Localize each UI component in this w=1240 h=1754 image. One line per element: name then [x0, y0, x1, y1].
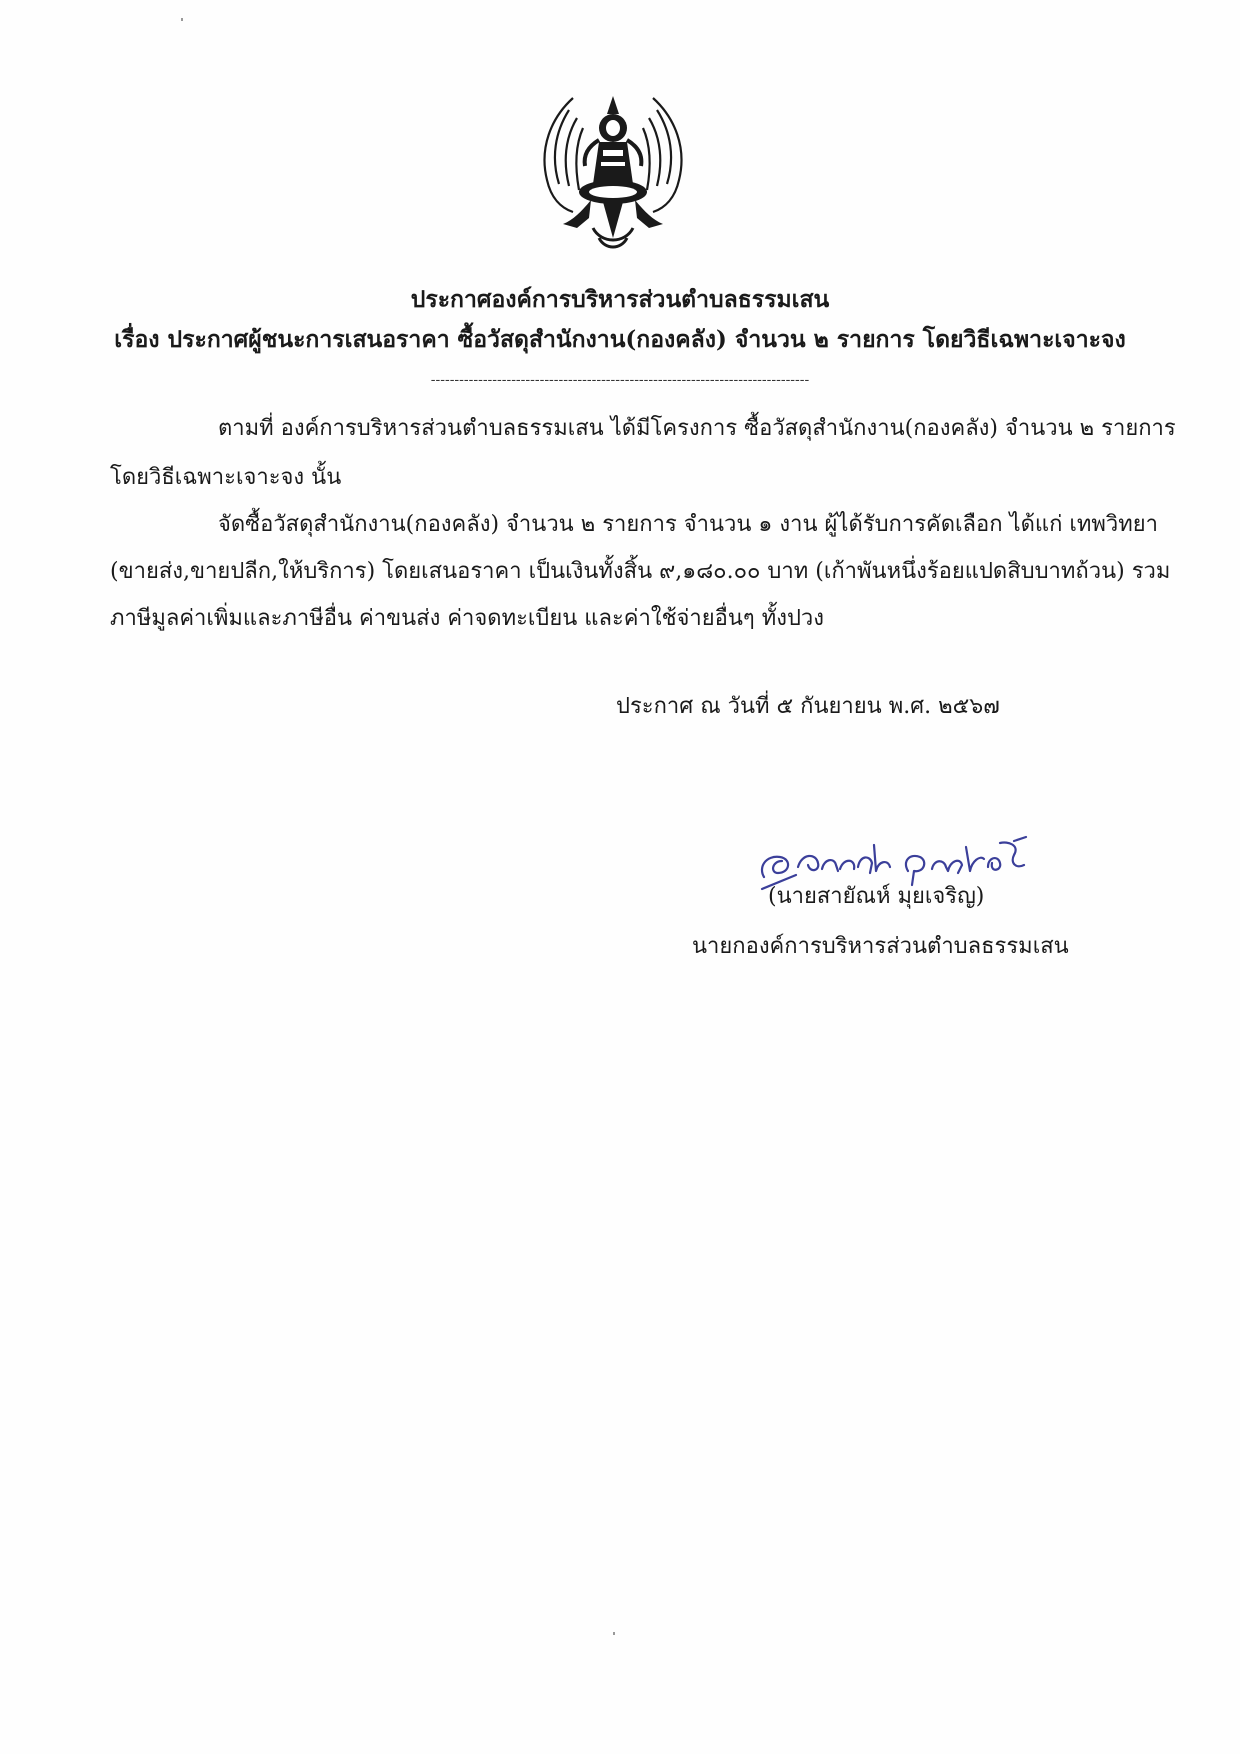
announce-date: ประกาศ ณ วันที่ ๕ กันยายน พ.ศ. ๒๕๖๗ — [616, 694, 1000, 719]
heading-separator: -------------------------------------------------------------------------------- — [430, 372, 810, 388]
paragraph1-line2: โดยวิธีเฉพาะเจาะจง นั้น — [110, 465, 342, 490]
paragraph1-line1: ตามที่ องค์การบริหารส่วนตำบลธรรมเสน ได้มีโครงการ ซื้อวัสดุสำนักงาน(กองคลัง) จำนวน ๒ รายการ — [218, 416, 1176, 441]
paragraph2-line3: ภาษีมูลค่าเพิ่มและภาษีอื่น ค่าขนส่ง ค่าจดทะเบียน และค่าใช้จ่ายอื่นๆ ทั้งปวง — [110, 606, 825, 631]
signatory-name: (นายสายัณห์ มุยเจริญ) — [768, 884, 985, 909]
signatory-position: นายกองค์การบริหารส่วนตำบลธรรมเสน — [692, 934, 1069, 959]
scan-speck — [613, 1632, 615, 1635]
document-heading-organization: ประกาศองค์การบริหารส่วนตำบลธรรมเสน — [410, 286, 830, 313]
garuda-emblem-icon — [533, 88, 693, 256]
paragraph2-line2: (ขายส่ง,ขายปลีก,ให้บริการ) โดยเสนอราคา เป็นเงินทั้งสิ้น ๙,๑๘๐.๐๐ บาท (เก้าพันหนึ่งร้อยแปดสิบบาทถ้วน) รวม — [110, 559, 1171, 584]
paragraph2-line1: จัดซื้อวัสดุสำนักงาน(กองคลัง) จำนวน ๒ รายการ จำนวน ๑ งาน ผู้ได้รับการคัดเลือก ได้แก่ เทพวิทยา — [218, 512, 1159, 537]
scan-speck — [181, 18, 183, 21]
document-heading-subject: เรื่อง ประกาศผู้ชนะการเสนอราคา ซื้อวัสดุสำนักงาน(กองคลัง) จำนวน ๒ รายการ โดยวิธีเฉพาะเจาะจง — [114, 326, 1126, 353]
